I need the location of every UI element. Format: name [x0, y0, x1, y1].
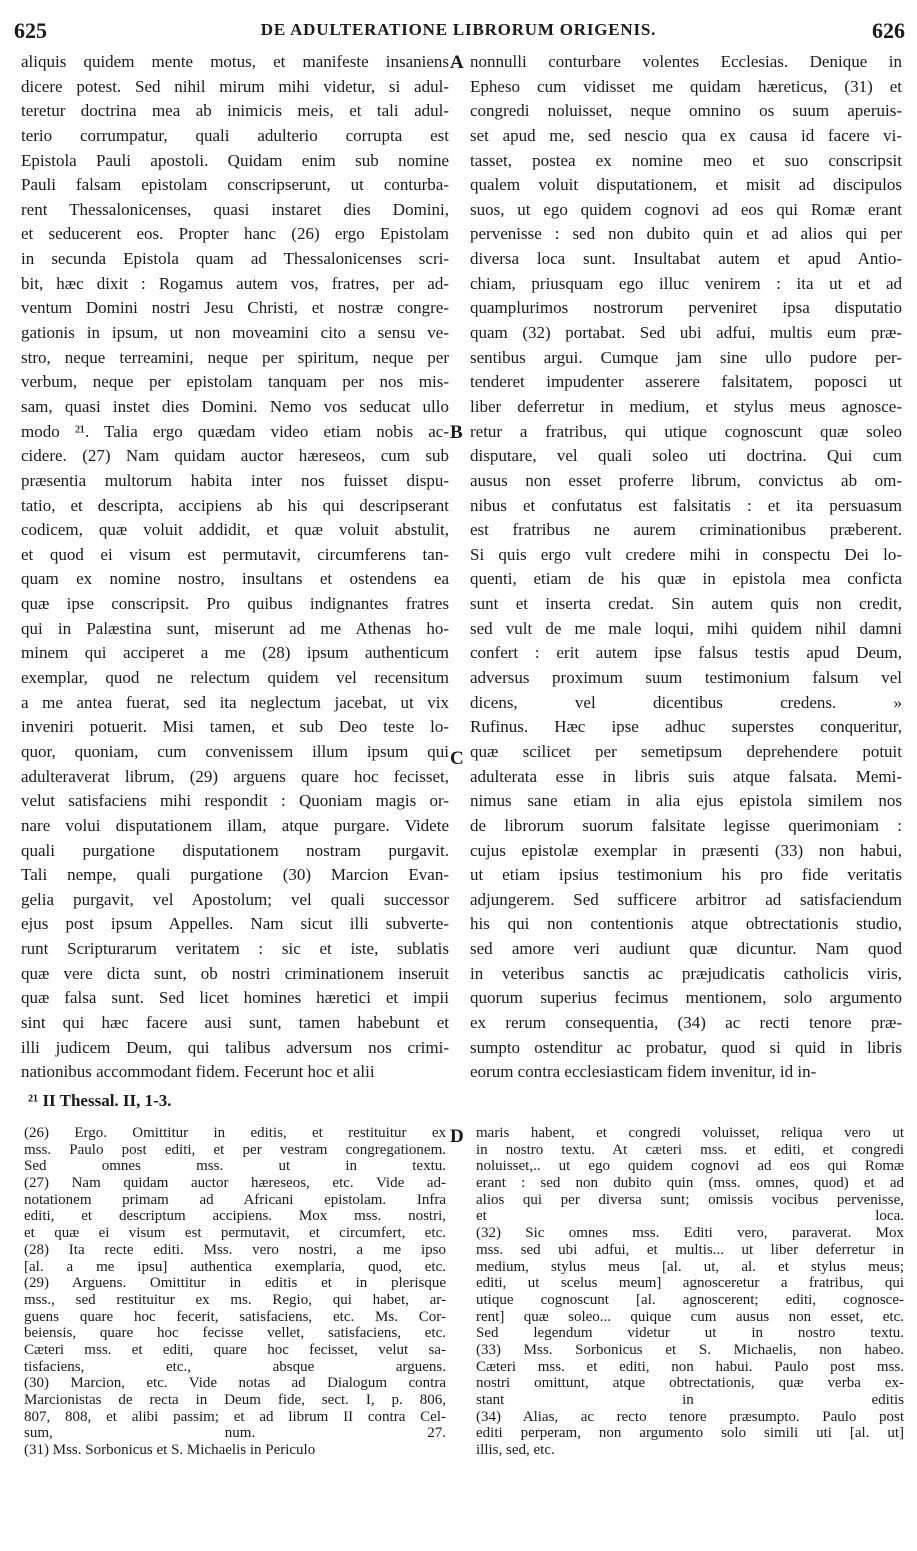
text-line: qualem voluit disputationem, et misit ad discipulos	[470, 175, 902, 195]
text-line: (31) Mss. Sorbonicus et S. Michaelis in Periculo	[24, 1442, 316, 1459]
text-line: mss. sed ubi adfui, et multis... ut liber deferretur in	[476, 1241, 904, 1258]
text-line: inveniri potuerit. Misi tamen, et sub Deo teste lo-	[21, 717, 449, 737]
text-line: tenderet impudenter asserere falsitatem, poposci ut	[470, 372, 902, 392]
text-line: est fratribus ne aurem criminationibus præberent.	[470, 520, 902, 540]
text-line: Rufinus. Hæc ipse adhuc superstes conqueritur,	[470, 717, 902, 737]
text-line: chiam, priusquam ego illuc venirem : ita ut et ad	[470, 273, 902, 293]
text-line: quenti, etiam de his quæ in epistola mea conficta	[470, 569, 902, 589]
text-line: et loca.	[476, 1208, 904, 1225]
text-line: et quæ ei visum est permutavit, et circumfert, etc.	[24, 1225, 446, 1242]
text-line: disputare, vel quali soleo uti doctrina. Qui cum	[470, 446, 902, 466]
text-line: guens quare hoc fecerit, satisfaciens, etc. Ms. Cor-	[24, 1308, 446, 1325]
text-line: adjungerem. Sed sufficere arbitror ad satisfaciendum	[470, 889, 902, 909]
text-line: ex rerum consequentia, (34) ac recti tenore præ-	[470, 1012, 902, 1032]
text-line: mss. Paulo post editi, et per vestram congregationem.	[24, 1141, 446, 1158]
text-line: Tali nempe, quali purgatione (30) Marcion Evan-	[21, 865, 449, 885]
text-line: sentibus argui. Cumque jam sine ullo pudore per-	[470, 347, 902, 367]
text-line: tisfaciens, etc., absque arguens.	[24, 1358, 446, 1375]
text-line: codicem, quæ voluit addidit, et quæ voluit abstulit,	[21, 520, 449, 540]
text-line: dicens, vel dicentibus credens. »	[470, 692, 902, 712]
text-line: maris habent, et congredi voluisset, reliqua vero ut	[476, 1125, 904, 1141]
notes-column-right	[476, 1125, 904, 1459]
text-line: alios qui per diversa sunt; omissis vocibus pervenisse,	[476, 1191, 904, 1208]
text-line: medium, stylus meus [al. ut, al. et stylus meus;	[476, 1258, 904, 1275]
text-line: Cæteri mss. et editi, non habui. Paulo post mss.	[476, 1358, 904, 1375]
text-line: nibus et confutatus est falsitatis : et ita persuasum	[470, 495, 902, 515]
text-line: nostri omittunt, atque obtrectationis, quæ verba ex-	[476, 1375, 904, 1392]
text-line: rent Thessalonicenses, quasi instaret dies Domini,	[21, 199, 449, 219]
text-line: præsentia multorum habita inter nos fuisset dispu-	[21, 470, 449, 490]
text-line: erant : sed non dubito quin (mss. omnes, quod) et ad	[476, 1175, 904, 1192]
text-line: exemplar, quod ne relectum quidem vel recensitum	[21, 668, 449, 688]
text-line: et quod ei visum est permutavit, circumferens tan-	[21, 544, 449, 564]
text-line: sam, quasi instet dies Domini. Nemo vos seducat ullo	[21, 396, 449, 416]
text-line: tatio, et descripta, accipiens ab his qui descripserant	[21, 495, 449, 515]
text-line: Epheso cum vidisset me quidam hæreticus, (31) et	[470, 76, 902, 96]
margin-marker-c: C	[450, 748, 464, 769]
text-line: ejus post ipsum Appelles. Nam sicut illi subverte-	[21, 914, 449, 934]
text-line: beiensis, quare hoc fecisse vellet, satisfaciens, etc.	[24, 1325, 446, 1342]
text-line: aliquis quidem mente motus, et manifeste insaniens	[21, 52, 449, 71]
text-line: quæ ipse conscripsit. Pro quibus indignantes fratres	[21, 594, 449, 614]
body-column-left	[21, 50, 449, 1085]
text-line: [al. a me ipsu] authentica exemplaria, quod, etc.	[24, 1258, 446, 1275]
text-line: nare volui disputationem illam, atque purgare. Videte	[21, 815, 449, 835]
notes-column-left	[24, 1125, 446, 1459]
text-line: sed amore veri audiunt quæ dicuntur. Nam quod	[470, 939, 902, 959]
text-line: ut etiam ipsius testimonium his pro fide veritatis	[470, 865, 902, 885]
text-line: (30) Marcion, etc. Vide notas ad Dialogum contra	[24, 1375, 446, 1392]
page-number-right: 626	[872, 18, 905, 43]
text-line: quam ex nomine nostro, insultans et ostendens ea	[21, 569, 449, 589]
text-line: stant in editis	[476, 1392, 904, 1408]
text-line: liber deferretur in medium, et stylus meus agnosce-	[470, 396, 902, 416]
text-line: gelia purgavit, vel Apostolum; vel quali successor	[21, 889, 449, 909]
text-line: Pauli falsam epistolam conscripserunt, ut conturba-	[21, 175, 449, 195]
text-line: suos, ut ego quidem cognovi ad eos qui Romæ erant	[470, 199, 902, 219]
text-line: rent] quæ soleo... quique cum ausus non esset, etc.	[476, 1308, 904, 1325]
text-line: quæ vere dicta sunt, ob nostri criminationem inseruit	[21, 963, 449, 983]
text-line: quamplurimos nostrorum perveniret ipsa disputatio	[470, 298, 902, 318]
text-line: qui in Palæstina sunt, miserunt ad me Athenas ho-	[21, 618, 449, 638]
text-line: eorum contra ecclesiasticam fidem invenitur, id in-	[470, 1062, 817, 1082]
text-line: teretur doctrina mea ab inimicis meis, et tali adul-	[21, 101, 449, 121]
text-line: sum, num. 27.	[24, 1425, 446, 1442]
text-line: (33) Mss. Sorbonicus et S. Michaelis, non habeo.	[476, 1341, 904, 1358]
page-header	[0, 14, 917, 44]
text-line: pervenisse : sed non dubito quin et ad alios qui per	[470, 224, 902, 244]
text-line: minem qui acciperet a me (28) ipsum authenticum	[21, 643, 449, 663]
margin-marker-d: D	[450, 1126, 464, 1147]
text-line: adulterata esse in libris suis atque falsata. Memi-	[470, 766, 902, 786]
body-column-right	[470, 50, 902, 1085]
text-line: (27) Nam quidam auctor hæreseos, etc. Vide ad-	[24, 1175, 446, 1192]
text-line: quorum superius fecimus mentionem, solo argumento	[470, 988, 902, 1008]
text-line: et seducerent eos. Propter hanc (26) ergo Epistolam	[21, 224, 449, 244]
text-line: Si quis ergo vult credere mihi in conspectu Dei lo-	[470, 544, 902, 564]
text-line: nonnulli conturbare volentes Ecclesias. Denique in	[470, 52, 902, 71]
text-line: quæ falsa sunt. Sed licet homines hæretici et impii	[21, 988, 449, 1008]
text-line: cidere. (27) Nam quidam auctor hæreseos, cum sub	[21, 446, 449, 466]
text-line: a me antea fuerat, sed ita neglectum jacebat, ut vix	[21, 692, 449, 712]
text-line: confert : erit autem ipse falsus testis apud Deum,	[470, 643, 902, 663]
text-line: Marcionistas de recta in Deum fide, sect. I, p. 806,	[24, 1392, 446, 1408]
text-line: illi judicem Deum, qui talibus adversum nos crimi-	[21, 1037, 449, 1057]
text-line: nationibus accommodant fidem. Fecerunt hoc et alii	[21, 1062, 375, 1082]
text-line: (28) Ita recte editi. Mss. vero nostri, a me ipso	[24, 1241, 446, 1258]
text-line: bit, hæc dixit : Rogamus autem vos, fratres, per ad-	[21, 273, 449, 293]
text-line: quæ scilicet per semetipsum deprehendere potuit	[470, 741, 902, 761]
text-line: verbum, neque per epistolam tanquam per nos mis-	[21, 372, 449, 392]
text-line: congredi noluisset, neque omnino os suum aperuis-	[470, 101, 902, 121]
text-line: (34) Alias, ac recto tenore præsumpto. Paulo post	[476, 1408, 904, 1425]
footnote-reference: ²¹ II Thessal. II, 1-3.	[28, 1091, 172, 1110]
text-line: de librorum suorum falsitate legisse querimoniam :	[470, 815, 902, 835]
text-line: nimus sane etiam in alia ejus epistola similem nos	[470, 791, 902, 811]
text-line: (26) Ergo. Omittitur in editis, et restituitur ex	[24, 1125, 446, 1141]
text-line: ausus non esset proferre librum, convictus ab om-	[470, 470, 902, 490]
page-number-left: 625	[14, 18, 47, 43]
text-line: sumpto ostenditur ac probatur, quod si quid in libris	[470, 1037, 902, 1057]
text-line: quali purgatione disputationem nostram purgavit.	[21, 840, 449, 860]
text-line: Epistola Pauli apostoli. Quidam enim sub nomine	[21, 150, 449, 170]
text-line: Sed legendum videtur ut in nostro textu.	[476, 1325, 904, 1342]
text-line: (29) Arguens. Omittitur in editis et in plerisque	[24, 1275, 446, 1292]
text-line: Cæteri mss. et editi, quare hoc fecisset, velut sa-	[24, 1341, 446, 1358]
text-line: (32) Sic omnes mss. Editi vero, paraverat. Mox	[476, 1225, 904, 1242]
text-line: utique cognoscunt [al. agnoscerent; editi, cognosce-	[476, 1291, 904, 1308]
running-title: DE ADULTERATIONE LIBRORUM ORIGENIS.	[260, 20, 657, 39]
text-line: mss., sed restituitur ex ms. Regio, qui habet, ar-	[24, 1291, 446, 1308]
text-line: in secunda Epistola quam ad Thessalonicenses scri-	[21, 249, 449, 269]
text-line: velut satisfaciens mihi respondit : Quoniam magis or-	[21, 791, 449, 811]
text-line: editi, et descriptum accipiens. Mox mss. nostri,	[24, 1208, 446, 1225]
text-line: ventum Domini nostri Jesu Christi, et nostræ congre-	[21, 298, 449, 318]
text-line: terio corrumpatur, quali adulterio corrupta est	[21, 125, 449, 145]
text-line: noluisset,.. ut ego quidem cognovi ad eos qui Romæ	[476, 1158, 904, 1175]
text-line: in nostro textu. At cæteri mss. et editi, et congredi	[476, 1141, 904, 1158]
text-line: editi perperam, non argumento solo simili uti [al. ut]	[476, 1425, 904, 1442]
text-line: set apud me, sed nescio qua ex causa id facere vi-	[470, 125, 902, 145]
text-line: sint qui hæc facere ausi sunt, tamen habebunt et	[21, 1012, 449, 1032]
text-line: quam (32) portabat. Sed ubi adfui, multis eum præ-	[470, 323, 902, 343]
text-line: sed vult de me male loqui, mihi quidem nihil damni	[470, 618, 902, 638]
text-line: 807, 808, et alibi passim; et ad librum II contra Cel-	[24, 1408, 446, 1425]
margin-marker-a: A	[450, 52, 464, 73]
text-line: dicere potest. Sed nihil mirum mihi videtur, si adul-	[21, 76, 449, 96]
text-line: runt Scripturarum veritatem : sic et iste, sublatis	[21, 939, 449, 959]
text-line: modo ²¹. Talia ergo quædam video etiam nobis ac-	[21, 421, 449, 441]
text-line: adulteraverat librum, (29) arguens quare hoc fecisset,	[21, 766, 449, 786]
margin-marker-b: B	[450, 422, 463, 443]
text-line: Sed omnes mss. ut in textu.	[24, 1158, 446, 1175]
text-line: editi, ut scelus meum] agnosceretur a fratribus, qui	[476, 1275, 904, 1292]
text-line: illis, sed, etc.	[476, 1442, 555, 1459]
text-line: stro, neque terreamini, neque per spiritum, neque per	[21, 347, 449, 367]
text-line: gationis in ipsum, ut non moveamini cito a sensu ve-	[21, 323, 449, 343]
text-line: sunt et inserta credat. Sin autem quis non credit,	[470, 594, 902, 614]
text-line: cujus epistolæ exemplar in præsenti (33) non habui,	[470, 840, 902, 860]
text-line: diversa loca sunt. Insultabat autem et apud Antio-	[470, 249, 902, 269]
text-line: his qui non contentionis atque obtrectationis studio,	[470, 914, 902, 934]
text-line: in veteribus sanctis ac præjudicatis catholicis viris,	[470, 963, 902, 983]
text-line: notationem primam ad Africani epistolam. Infra	[24, 1191, 446, 1208]
text-line: tasset, postea ex nomine meo et suo conscripsit	[470, 150, 902, 170]
text-line: retur a fratribus, qui utique cognoscunt quæ soleo	[470, 421, 902, 441]
text-line: quor, quoniam, cum convenissem illum ipsum qui	[21, 741, 449, 761]
text-line: adversus proximum suum testimonium falsum vel	[470, 668, 902, 688]
